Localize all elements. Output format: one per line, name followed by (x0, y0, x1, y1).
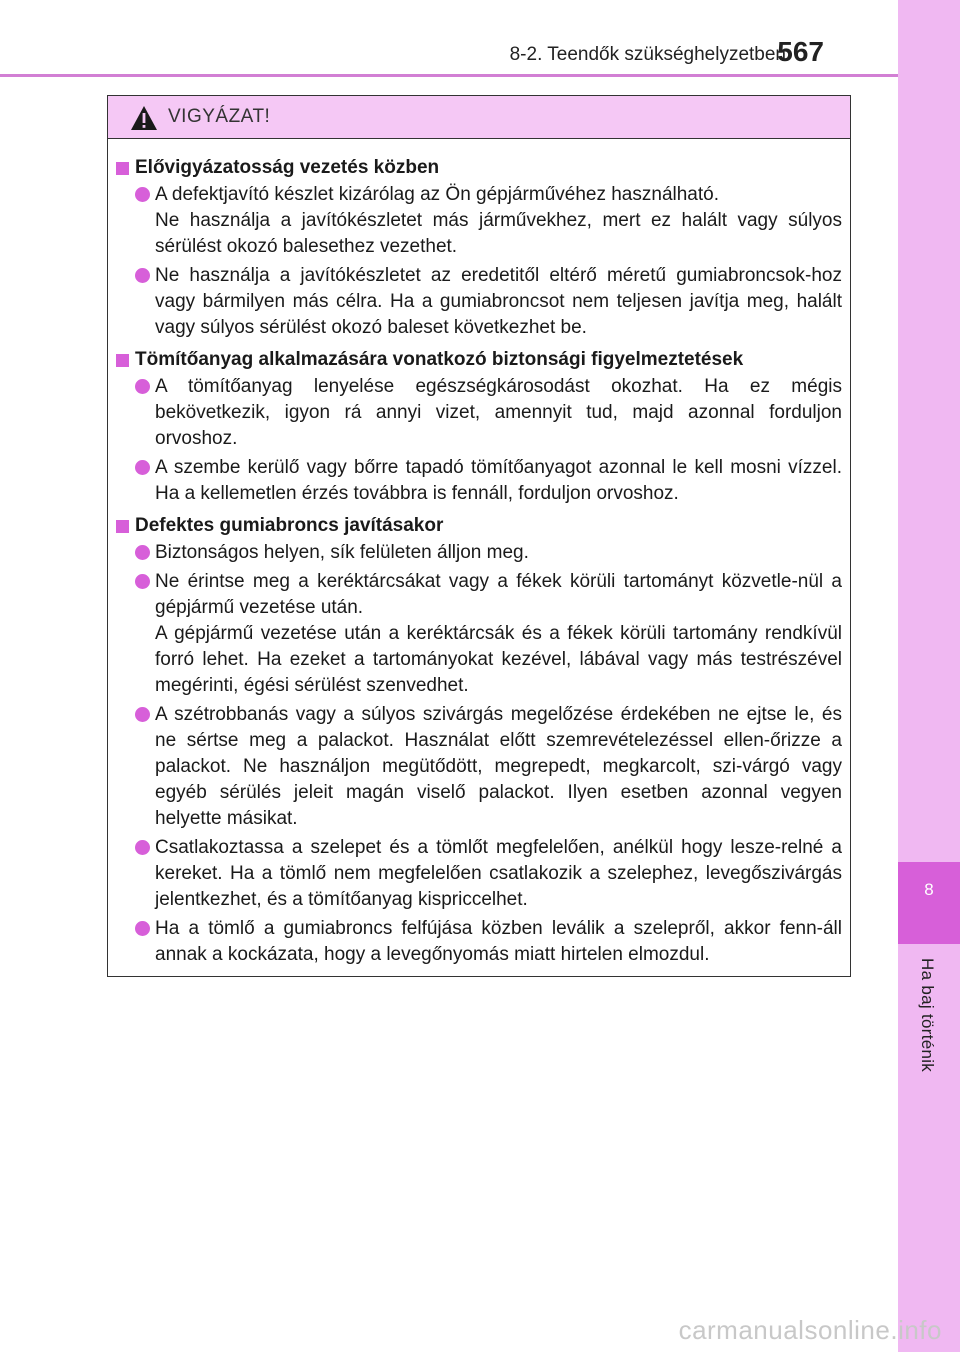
list-item-text: A gépjármű vezetése után a keréktárcsák és a fékek körüli tartomány rendkívül forró lehet. Ha ezeket a tartományokat kezével, lábával vagy más testrészével megérinti, égési sérülést szenvedhet. (155, 623, 842, 696)
square-bullet-icon (116, 520, 129, 533)
list-item-text: Ne használja a javítókészletet az eredetitől eltérő méretű gumiabroncsok-hoz vagy bármilyen más célra. Ha a gumiabroncsot nem teljesen javítja meg, halált vagy súlyos sérülést okozó baleset következhet be. (155, 265, 842, 338)
round-bullet-icon (135, 379, 150, 394)
caution-box (107, 95, 851, 977)
list-item-text: Ne érintse meg a keréktárcsákat vagy a fékek körüli tartományt közvetle-nül a gépjármű vezetése után. (155, 571, 842, 618)
list-item-text: Csatlakoztassa a szelepet és a tömlőt megfelelően, anélkül hogy lesze-relné a kereket. Ha a tömlő nem megfelelően csatlakozik a szelephez, levegőszivárgás jelentkezhet, és a tömítőanyag kispriccelhet. (155, 837, 842, 910)
page-number: 567 (777, 36, 824, 67)
caution-body (108, 139, 850, 968)
list-item (108, 455, 842, 507)
page-header (0, 0, 898, 78)
chapter-title: Ha baj történik (918, 958, 937, 1073)
section-heading-text: Elővigyázatosság vezetés közben (135, 157, 440, 178)
list-item (108, 916, 842, 968)
list-item (108, 263, 842, 341)
square-bullet-icon (116, 162, 129, 175)
section-title: 8-2. Teendők szükséghelyzetben (509, 44, 786, 65)
list-item-text: Ne használja a javítókészletet más járművekhez, mert ez halált vagy súlyos sérülést okozó balesethez vezethet. (155, 210, 842, 257)
list-item-text: Ha a tömlő a gumiabroncs felfújása közben leválik a szelepről, akkor fenn-áll annak a kockázata, hogy a levegőnyomás miatt hirtelen elmozdul. (155, 918, 842, 965)
watermark: carmanualsonline.info (678, 1315, 942, 1345)
list-item-text: A defektjavító készlet kizárólag az Ön gépjárművéhez használható. (155, 184, 719, 205)
list-item-text: Biztonságos helyen, sík felületen álljon meg. (155, 542, 529, 563)
list-item (108, 540, 842, 566)
square-bullet-icon (116, 354, 129, 367)
header-divider (0, 74, 898, 77)
list-item (108, 182, 842, 260)
list-item-text: A szembe kerülő vagy bőrre tapadó tömítőanyagot azonnal le kell mosni vízzel. Ha a kellemetlen érzés továbbra is fennáll, forduljon orvoshoz. (155, 457, 842, 504)
list-item (108, 374, 842, 452)
round-bullet-icon (135, 187, 150, 202)
round-bullet-icon (135, 574, 150, 589)
round-bullet-icon (135, 840, 150, 855)
caution-header (108, 96, 850, 139)
warning-triangle-icon (130, 105, 158, 131)
list-item (108, 835, 842, 913)
section-heading (108, 347, 842, 372)
list-item (108, 569, 842, 699)
section-heading-text: Tömítőanyag alkalmazására vonatkozó biztonsági figyelmeztetések (135, 349, 744, 370)
side-tab (898, 0, 960, 1352)
round-bullet-icon (135, 460, 150, 475)
list-item-text: A tömítőanyag lenyelése egészségkárosodást okozhat. Ha ez mégis bekövetkezik, igyon rá annyi vizet, amennyit tud, majd azonnal forduljon orvoshoz. (155, 376, 842, 449)
chapter-tab-marker (898, 862, 960, 944)
list-item (108, 702, 842, 832)
round-bullet-icon (135, 707, 150, 722)
caution-title: VIGYÁZAT! (168, 106, 271, 127)
round-bullet-icon (135, 268, 150, 283)
round-bullet-icon (135, 545, 150, 560)
section-heading (108, 513, 842, 538)
section-heading (108, 155, 842, 180)
chapter-number: 8 (924, 880, 934, 899)
list-item-text: A szétrobbanás vagy a súlyos szivárgás megelőzése érdekében ne ejtse le, és ne sértse meg a palackot. Használat előtt szemrevételezéssel ellen-őrizze a palackot. Ne használjon megütődött, megrepedt, megkarcolt, szi-várgó vagy egyéb sérülés jeleit magán viselő palackot. Ilyen esetben azonnal vegyen helyette másikat. (155, 704, 842, 829)
section-heading-text: Defektes gumiabroncs javításakor (135, 515, 444, 536)
round-bullet-icon (135, 921, 150, 936)
